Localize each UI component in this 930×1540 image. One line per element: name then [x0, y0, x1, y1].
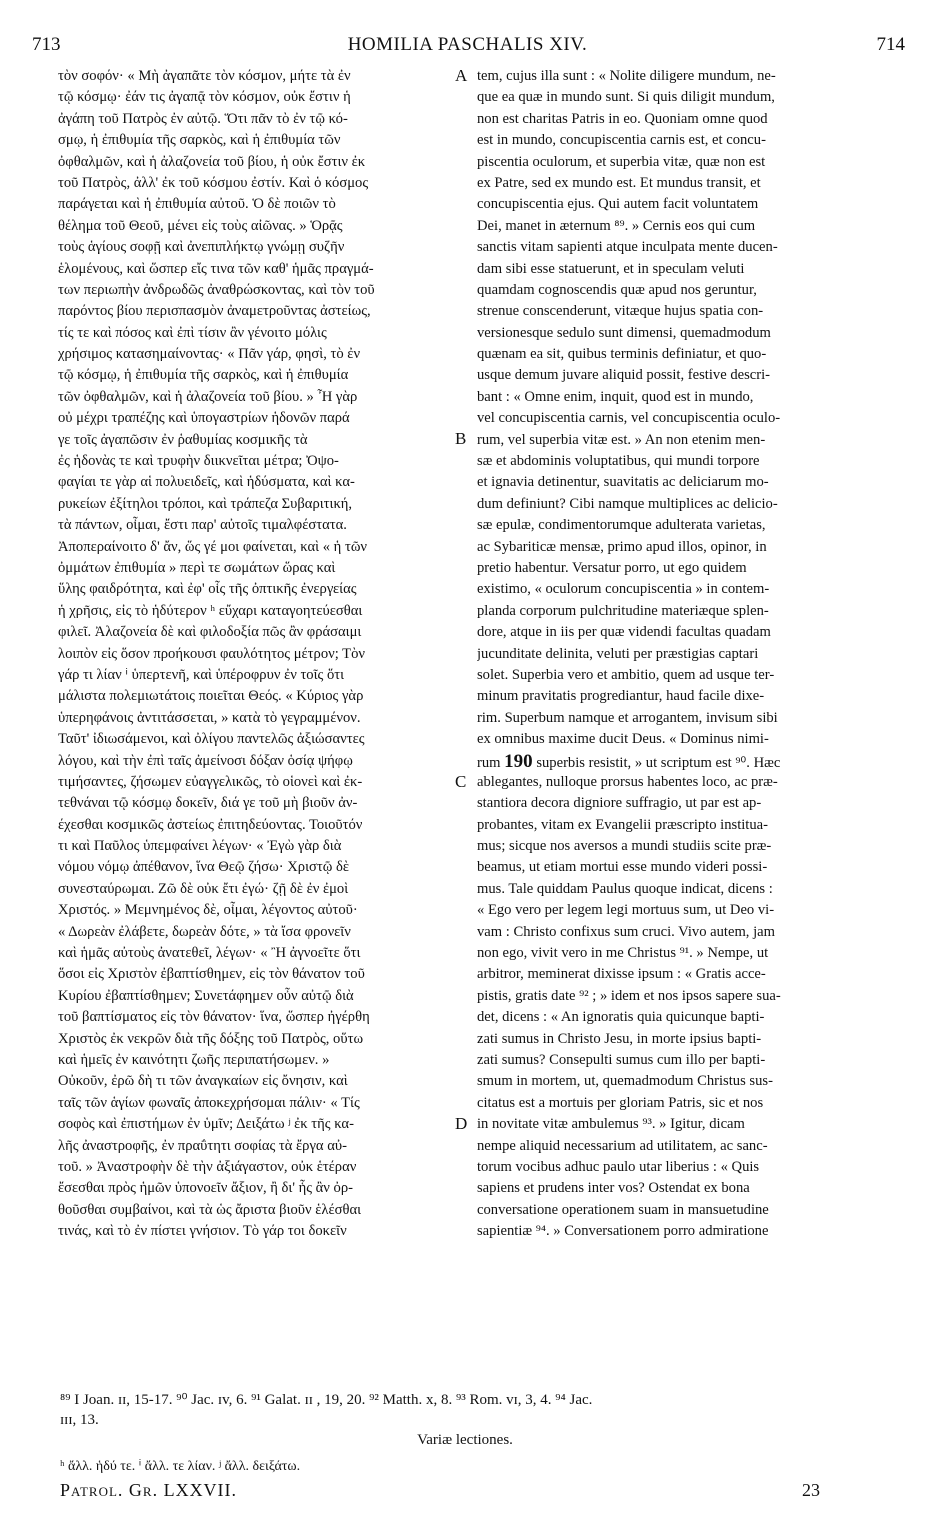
text-line: pistis, gratis date ⁹² ; » idem et nos ipsos sapere sua- — [477, 987, 781, 1004]
text-line: « Δωρεὰν ἐλάβετε, δωρεὰν δότε, » τὰ ἴσα φρονεῖν — [58, 923, 351, 940]
text-line: καὶ ἡμᾶς αὐτοὺς ἀνατεθεῖ, λέγων· « Ἢ ἀγνοεῖτε ὅτι — [58, 945, 361, 962]
text-line: nempe aliquid necessarium ad utilitatem, ac sanc- — [477, 1137, 768, 1154]
text-line: smum in mortem, ut, quemadmodum Christus sus- — [477, 1073, 773, 1090]
text-line: beamus, ut etiam mortui esse mundo videri possi- — [477, 859, 768, 876]
text-line: concupiscentia ejus. Qui autem facit voluntatem — [477, 196, 759, 213]
column-number: 190 — [504, 750, 533, 772]
text-line: ὕλης φαιδρότητα, καὶ ἐφ' οἷς τῆς ὀπτικῆς ἐνεργείας — [58, 581, 357, 598]
text-line: quamdam cognoscendis quæ apud nos geruntur, — [477, 281, 757, 298]
margin-marker-b: B — [455, 429, 467, 448]
margin-marker-d: D — [455, 1114, 468, 1133]
text-line: non ego, vivit vero in me Christus ⁹¹. » Nempe, ut — [477, 945, 769, 962]
text-fragment: rum — [477, 754, 501, 771]
text-line: Οὐκοῦν, ἐρῶ δὴ τι τῶν ἀναγκαίων εἰς ὄνησιν, καὶ — [58, 1073, 348, 1090]
text-line — [477, 751, 907, 772]
text-line: τὰ πάντων, οἶμαι, ἔστι παρ' αὐτοῖς τιμαλφέστατα. — [58, 517, 347, 534]
text-line: zati sumus in Christo Jesu, in morte ipsius bapti- — [477, 1030, 762, 1047]
text-line: ὅσοι εἰς Χριστὸν ἐβαπτίσθημεν, εἰς τὸν θάνατον τοῦ — [58, 966, 365, 983]
text-line: tem, cujus illa sunt : « Nolite diligere mundum, ne- — [477, 68, 776, 84]
text-line: Κυρίου ἐβαπτίσθημεν; Συνετάφημεν οὖν αὐτῷ διὰ — [58, 987, 354, 1004]
text-line: usque demum juvare aliquid possit, festive descri- — [477, 367, 771, 384]
text-line: planda corporum pulchritudine materiæque splen- — [477, 602, 769, 619]
latin-column — [477, 66, 907, 1242]
text-line: Ἀποπεραίνοιτο δ' ἄν, ὥς γέ μοι φαίνεται, καὶ « ἡ τῶν — [58, 538, 368, 555]
text-line: τίς τε καὶ πόσος καὶ ἐπὶ τίσιν ἂν γένοιτο μόλις — [58, 324, 327, 341]
text-line: sanctis vitam sapienti atque inculpata mente ducen- — [477, 239, 778, 256]
text-line: τῷ κόσμῳ, ἡ ἐπιθυμία τῆς σαρκὸς, καὶ ἡ ἐπιθυμία — [58, 367, 349, 384]
text-line: que ea quæ in mundo sunt. Si quis diligit mundum, — [477, 89, 775, 106]
text-line: ἀγάπη τοῦ Πατρὸς ἐν αὐτῷ. Ὅτι πᾶν τὸ ἐν τῷ κό- — [58, 110, 348, 127]
text-line: λοιπὸν εἰς ὅσον προήκουσι φαυλότητος μέτρον; Τὸν — [58, 645, 365, 662]
text-line: sapiens et prudens inter vos? Ostendat ex bona — [477, 1180, 750, 1197]
text-line: dore, atque in iis per quæ videndi facultas quadam — [477, 624, 771, 641]
text-line: existimo, « oculorum concupiscentia » in contem- — [477, 581, 770, 598]
text-fragment: superbis resistit, » ut scriptum est ⁹⁰. Hæc — [532, 754, 781, 771]
greek-column — [58, 66, 468, 1242]
margin-marker-a: A — [455, 66, 468, 85]
text-line: probantes, vitam ex Evangelii præscripto instituа- — [477, 816, 768, 833]
text-line: in novitate vitæ ambulemus ⁹³. » Igitur, dicam — [477, 1116, 745, 1133]
text-line: σμῳ, ἡ ἐπιθυμία τῆς σαρκὸς, καὶ ἡ ἐπιθυμία τῶν — [58, 132, 341, 149]
footnote-line: ɪɪɪ, 13. — [60, 1412, 99, 1428]
footnote-line: ⁸⁹ I Joan. ɪɪ, 15-17. ⁹⁰ Jac. ɪv, 6. ⁹¹ Galat. ɪɪ , 19, 20. ⁹² Matth. x, 8. ⁹³ Rom. vɪ, 3, 4. ⁹⁴ Jac. — [60, 1392, 593, 1408]
text-line: γάρ τι λίαν ⁱ ὑπερτενῆ, καὶ ὑπέροφρυν ἐν τοῖς ὅτι — [58, 666, 345, 683]
text-line: ἐς ἡδονὰς τε καὶ τρυφὴν διικνεῖται μέτρα; Ὀψο- — [58, 453, 339, 470]
text-line: τὸν σοφόν· « Μὴ ἀγαπᾶτε τὸν κόσμον, μήτε τὰ ἐν — [58, 68, 351, 84]
text-line: non est charitas Patris in eo. Quoniam omne quod — [477, 110, 768, 127]
text-line: torum vocibus adhuc paulo utar liberius : « Quis — [477, 1158, 760, 1175]
text-line: τιμήσαντες, ζήσωμεν εὐαγγελικῶς, τὸ οἱονεὶ καὶ ἐκ- — [58, 773, 363, 790]
text-line: θοῦσθαι συμβαίνοι, καὶ τὰ ὡς ἄριστα βιοῦν ἑλέσθαι — [58, 1201, 362, 1218]
text-line: rim. Superbum namque et arrogantem, invisum sibi — [477, 709, 778, 726]
text-line: ex Patre, sed ex mundo est. Et mundus transit, et — [477, 174, 761, 191]
text-line: συνεσταύρωμαι. Ζῶ δὲ οὐκ ἔτι ἐγώ· ζῇ δὲ ἐν ἐμοὶ — [58, 880, 349, 897]
text-line: ρυκείων ἐξίτηλοι τρόποι, καὶ τράπεζα Συβαριτική, — [58, 495, 353, 512]
text-line: καὶ ἡμεῖς ἐν καινότητι ζωῆς περιπατήσωμεν. » — [58, 1051, 330, 1068]
text-line: minum pravitatis progrediantur, haud facile dixe- — [477, 688, 765, 705]
text-line: τοῦ. » Ἀναστροφὴν δὲ τὴν ἀξιάγαστον, οὐκ ἑτέραν — [58, 1158, 357, 1175]
text-line: solet. Superbia vero et ambitio, quem ad usque ter- — [477, 666, 775, 683]
text-line: Ταῦτ' ἰδιωσάμενοι, καὶ ὀλίγου παντελῶς ἀξιώσαντες — [58, 731, 365, 748]
text-line: stantiora decora digniore suffragio, ut par est ap- — [477, 795, 762, 812]
text-line: ὀμμάτων ἐπιθυμία » περὶ τε σωμάτων ὥρας καὶ — [58, 559, 336, 576]
text-line: ex omnibus maxime ducit Deus. « Dominus nimi- — [477, 731, 769, 748]
text-line: ἔσεσθαι πρὸς ἡμῶν ὑπονοεῖν ἄξιον, ἢ δι' ἧς ἂν ὀρ- — [58, 1180, 353, 1197]
text-line: Χριστός. » Μεμνημένος δὲ, οἶμαι, λέγοντος αὐτοῦ· — [58, 902, 358, 919]
text-line: χρήσιμος κατασημαίνοντας· « Πᾶν γάρ, φησὶ, τὸ ἐν — [58, 346, 361, 363]
text-line: bant : « Omne enim, inquit, quod est in mundo, — [477, 388, 754, 405]
running-title: HOMILIA PASCHALIS XIV. — [347, 34, 588, 55]
text-line: est in mundo, concupiscentia carnis est, et concu- — [477, 132, 766, 149]
patrologia-reference: Patrol. Gr. LXXVII. — [60, 1480, 238, 1500]
text-line: μάλιστα πολεμιωτάτοις ποιεῖται Θεός. « Κύριος γὰρ — [58, 688, 364, 705]
left-page-number: 713 — [32, 34, 61, 55]
variae-lectiones-title: Variæ lectiones. — [417, 1432, 513, 1448]
text-line: strenue conscenderunt, vitæque hujus spatia con- — [477, 303, 764, 320]
text-line: dam sibi esse statuerunt, et in speculam veluti — [477, 260, 745, 277]
text-line: mus. Tale quiddam Paulus quoque indicat, dicens : — [477, 880, 773, 897]
text-line: έχεσθαι κοσμικῶς ἀστείως ἐπιτηδεύοντας. Τοιοῦτόν — [58, 816, 363, 833]
text-line: piscentia oculorum, et superbia vitæ, quæ non est — [477, 153, 766, 170]
text-line: τῶν ὀφθαλμῶν, καὶ ἡ ἀλαζονεία τοῦ βίου. » Ἦ γὰρ — [58, 388, 358, 405]
text-line: ὑπερηφάνοις ἀντιτάσσεται, » κατὰ τὸ γεγραμμένον. — [58, 709, 361, 726]
text-line: mus; sicque nos aversos a mundi studiis scite præ- — [477, 838, 772, 855]
text-line: citatus est a mortuis per gloriam Patris, sic et nos — [477, 1094, 764, 1111]
text-line: rum, vel superbia vitæ est. » An non etenim men- — [477, 431, 766, 448]
text-line: arbitror, meminerat dixisse ipsum : « Gratis acce- — [477, 966, 766, 983]
text-line: sæ et abdominis voluptatibus, qui mundi torpore — [477, 453, 760, 470]
text-line: et ignavia detinentur, suavitatis ac deliciarum mo- — [477, 474, 769, 491]
text-line: τινάς, καὶ τὸ ἐν πίστει γνήσιον. Τὸ γάρ τοι δοκεῖν — [58, 1223, 347, 1240]
footnotes — [60, 1390, 910, 1430]
text-line: λῆς ἀναστροφῆς, ἐν πραΰτητι σοφίας τὰ ἔργα αὐ- — [58, 1137, 347, 1154]
text-line: Dei, manet in æternum ⁸⁹. » Cernis eos qui cum — [477, 217, 756, 234]
text-line: vel concupiscentia carnis, vel concupiscentia oculo- — [477, 410, 781, 427]
text-line: φαγίαι τε γὰρ αἱ πολυειδεῖς, καὶ ἡδύσματα, καὶ κα- — [58, 474, 355, 491]
text-line: ac Sybariticæ mensæ, primo apud illos, opinor, in — [477, 538, 767, 555]
signature-mark: 23 — [802, 1480, 820, 1500]
text-line: παράγεται καὶ ἡ ἐπιθυμία αὐτοῦ. Ὁ δὲ ποιῶν τὸ — [58, 196, 336, 213]
text-line: Χριστὸς ἐκ νεκρῶν διὰ τῆς δόξης τοῦ Πατρὸς, οὕτω — [58, 1030, 364, 1047]
text-line: τοὺς ἁγίους σοφῇ καὶ ἀνεπιπλήκτῳ γνώμῃ συζῆν — [58, 239, 345, 256]
text-line: dum definiunt? Cibi namque multiplices ac delicio- — [477, 495, 778, 512]
text-line: pretio habentur. Versatur porro, ut ego quidem — [477, 559, 747, 576]
text-line: vam : Christo confixus sum cruci. Vivo autem, jam — [477, 923, 775, 940]
text-line: των περιωπὴν ἀνδρωδῶς ἀναθρώσκοντας, καὶ τὸν τοῦ — [58, 281, 375, 298]
text-line: ablegantes, nulloque prorsus habentes loco, ac præ- — [477, 773, 778, 790]
text-line: γε τοῖς ἀγαπῶσιν ἐν ῥαθυμίας κοσμικῆς τὰ — [58, 431, 308, 448]
text-line: quænam ea sit, quibus terminis definiatur, et quo- — [477, 346, 767, 363]
text-line: conversatione operationem suam in mansuetudine — [477, 1201, 769, 1218]
text-line: τι καὶ Παῦλος ὑπεμφαίνει λέγων· « Ἐγὼ γὰρ διὰ — [58, 838, 342, 855]
text-line: θέλημα τοῦ Θεοῦ, μένει εἰς τοὺς αἰῶνας. » Ὁρᾷς — [58, 217, 343, 234]
text-line: λόγου, καὶ τὴν ἐπὶ ταῖς ἀμείνοσι δόξαν ὁσίᾳ ψήφῳ — [58, 752, 353, 769]
text-line: sæ epulæ, condimentorumque adulterata varietas, — [477, 517, 766, 534]
text-line: jucunditate delinita, veluti per præstigias captari — [477, 645, 759, 662]
text-line: τῷ κόσμῳ· ἐάν τις ἀγαπᾷ τὸν κόσμον, οὐκ ἔστιν ἡ — [58, 89, 351, 106]
text-line: τοῦ βαπτίσματος εἰς τὸν θάνατον· ἵνα, ὥσπερ ἠγέρθη — [58, 1009, 370, 1026]
text-line: φιλεῖ. Ἀλαζονεία δὲ καὶ φιλοδοξία πῶς ἂν φράσαιμι — [58, 624, 362, 641]
text-line: zati sumus? Consepulti sumus cum illo per bapti- — [477, 1051, 766, 1068]
variant-readings: ʰ ἄλλ. ἡδύ τε. ⁱ ἄλλ. τε λίαν. ʲ ἄλλ. δειξάτω. — [60, 1459, 301, 1474]
margin-marker-c: C — [455, 772, 467, 791]
text-line: versionesque sedulo sunt dimensi, quemadmodum — [477, 324, 771, 341]
text-line: ἑλομένους, καὶ ὥσπερ εἴς τινα τῶν καθ' ἡμᾶς πραγμά- — [58, 260, 374, 277]
text-line: ταῖς τῶν ἁγίων φωναῖς ἀποκεχρήσομαι πάλιν· « Τίς — [58, 1094, 360, 1111]
text-line: παρόντος βίου περισπασμὸν ἀναμετροῦντας ἀστείως, — [58, 303, 371, 320]
text-line: οὐ μέχρι τραπέζης καὶ ὑπογαστρίων ἡδονῶν παρά — [58, 410, 350, 427]
right-page-number: 714 — [876, 34, 905, 55]
text-line: τεθνάναι τῷ κόσμῳ δοκεῖν, διά γε τοῦ μὴ βιοῦν ἀν- — [58, 795, 358, 812]
page-header — [30, 32, 905, 60]
text-line: sapientiæ ⁹⁴. » Conversationem porro admiratione — [477, 1223, 769, 1240]
text-line: ἡ χρῆσις, εἰς τὸ ἡδύτερον ʰ εὔχαρι καταγοητεύεσθαι — [58, 602, 363, 619]
text-line: ὀφθαλμῶν, καὶ ἡ ἀλαζονεία τοῦ βίου, ἡ οὐκ ἔστιν ἐκ — [58, 153, 366, 170]
text-line: νόμου νόμῳ ἀπέθανον, ἵνα Θεῷ ζήσω· Χριστῷ δὲ — [58, 859, 349, 876]
text-line: τοῦ Πατρὸς, ἀλλ' ἐκ τοῦ κόσμου ἐστίν. Καὶ ὁ κόσμος — [58, 174, 369, 191]
text-line: det, dicens : « An ignoratis quia quicunque bapti- — [477, 1009, 765, 1026]
text-line: σοφὸς καὶ ἐπιστήμων ἐν ὑμῖν; Δειξάτω ʲ ἐκ τῆς κα- — [58, 1116, 354, 1133]
text-line: « Ego vero per legem legi mortuus sum, ut Deo vi- — [477, 902, 775, 919]
